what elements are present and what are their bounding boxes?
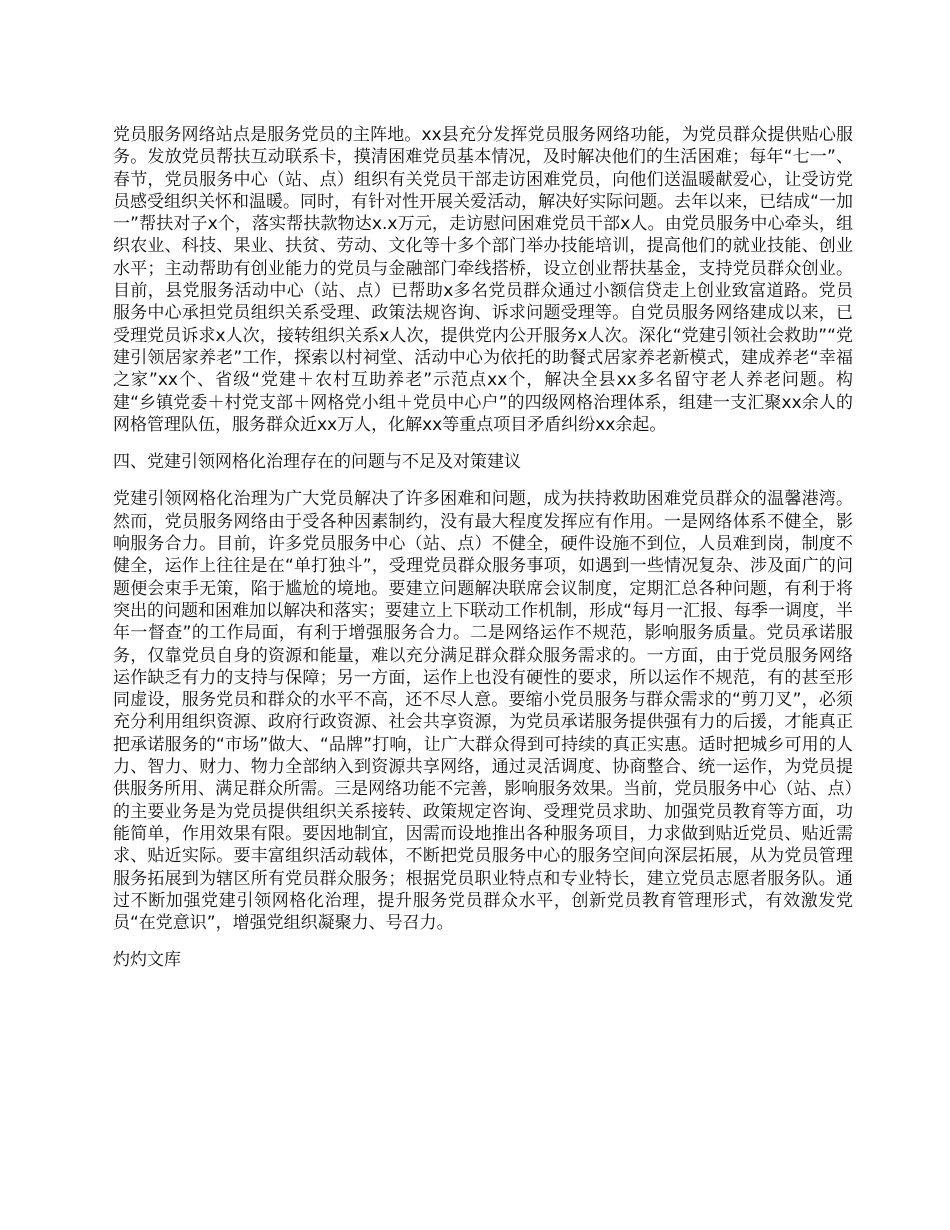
section-heading: 四、党建引领网格化治理存在的问题与不足及对策建议 xyxy=(113,452,521,473)
footer-source-label: 灼灼文库 xyxy=(113,950,181,971)
body-paragraph-1: 党员服务网络站点是服务党员的主阵地。xx县充分发挥党员服务网络功能，为党员群众提供贴心服务。发放党员帮扶互动联系卡，摸清困难党员基本情况，及时解决他们的生活困难；每年“七一”、春节，党员服务中心（站、点）组织有关党员干部走访困难党员，向他们送温暖献爱心，让受访党员感受组织关怀和温暖。同时，有针对性开展关爱活动，解决好实际问题。去年以来，已结成“一加一”帮扶对子x个，落实帮扶款物达x.x万元，走访慰问困难党员干部x人。由党员服务中心牵头，组织农业、科技、果业、扶贫、劳动、文化等十多个部门举办技能培训，提高他们的就业技能、创业水平；主动帮助有创业能力的党员与金融部门牵线搭桥，设立创业帮扶基金，支持党员群众创业。目前，县党服务活动中心（站、点）已帮助x多名党员群众通过小额信贷走上创业致富道路。党员服务中心承担党员组织关系受理、政策法规咨询、诉求问题受理等。自党员服务网络建成以来，已受理党员诉求x人次，接转组织关系x人次，提供党内公开服务x人次。深化“党建引领社会救助”“党建引领居家养老”工作，探索以村祠堂、活动中心为依托的助餐式居家养老新模式，建成养老“幸福之家”xx个、省级“党建＋农村互助养老”示范点xx个，解决全县xx多名留守老人养老问题。构建“乡镇党委＋村党支部＋网格党小组＋党员中心户”的四级网格治理体系，组建一支汇聚xx余人的网格管理队伍，服务群众近xx万人，化解xx等重点项目矛盾纠纷xx余起。 xyxy=(113,125,853,435)
body-paragraph-2: 党建引领网格化治理为广大党员解决了许多困难和问题，成为扶持救助困难党员群众的温馨港湾。然而，党员服务网络由于受各种因素制约，没有最大程度发挥应有作用。一是网络体系不健全，影响服务合力。目前，许多党员服务中心（站、点）不健全，硬件设施不到位，人员难到岗，制度不健全，运作上往往是在“单打独斗”，受理党员群众服务事项，如遇到一些情况复杂、涉及面广的问题便会束手无策，陷于尴尬的境地。要建立问题解决联席会议制度，定期汇总各种问题，有利于将突出的问题和困难加以解决和落实；要建立上下联动工作机制，形成“每月一汇报、每季一调度，半年一督查”的工作局面，有利于增强服务合力。二是网络运作不规范，影响服务质量。党员承诺服务，仅靠党员自身的资源和能量，难以充分满足群众群众服务需求的。一方面，由于党员服务网络运作缺乏有力的支持与保障；另一方面，运作上也没有硬性的要求，所以运作不规范，有的甚至形同虚设，服务党员和群众的水平不高，还不尽人意。要缩小党员服务与群众需求的“剪刀叉”，必须充分利用组织资源、政府行政资源、社会共享资源，为党员承诺服务提供强有力的后援，才能真正把承诺服务的“市场”做大、“品牌”打响，让广大群众得到可持续的真正实惠。适时把城乡可用的人力、智力、财力、物力全部纳入到资源共享网络，通过灵活调度、协商整合、统一运作，为党员提供服务所用、满足群众所需。三是网络功能不完善，影响服务效果。当前，党员服务中心（站、点）的主要业务是为党员提供组织关系接转、政策规定咨询、受理党员求助、加强党员教育等方面，功能简单，作用效果有限。要因地制宜，因需而设地推出各种服务项目，力求做到贴近党员、贴近需求、贴近实际。要丰富组织活动载体，不断把党员服务中心的服务空间向深层拓展，从为党员管理服务拓展到为辖区所有党员群众服务；根据党员职业特点和专业特长，建立党员志愿者服务队。通过不断加强党建引领网格化治理，提升服务党员群众水平，创新党员教育管理形式，有效激发党员“在党意识”，增强党组织凝聚力、号召力。 xyxy=(113,489,853,934)
document-page xyxy=(113,124,853,972)
